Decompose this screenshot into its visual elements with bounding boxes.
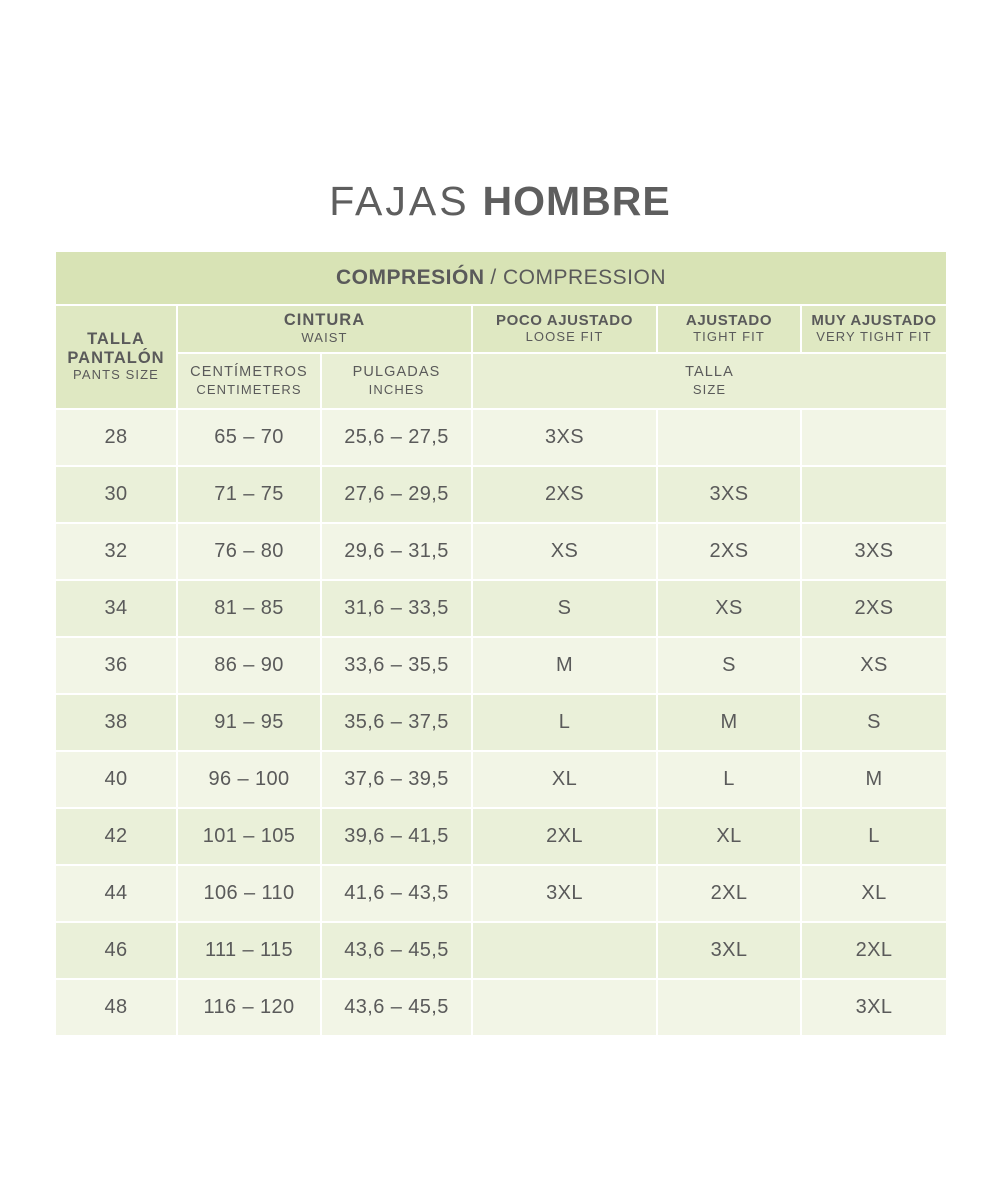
cell-pants-size: 32 <box>55 523 177 580</box>
compression-band-row <box>55 251 947 305</box>
cell-very-tight-fit <box>801 409 947 466</box>
cell-tight-fit: 2XS <box>657 523 801 580</box>
table-row <box>55 865 947 922</box>
header-tight-fit-main: AJUSTADO <box>685 311 773 329</box>
cell-tight-fit: S <box>657 637 801 694</box>
header-loose-fit-main: POCO AJUSTADO <box>496 311 633 329</box>
cell-loose-fit: 3XS <box>472 409 657 466</box>
cell-loose-fit: 2XS <box>472 466 657 523</box>
cell-centimeters: 101 – 105 <box>177 808 321 865</box>
header-tight-fit-sub: TIGHT FIT <box>693 329 765 345</box>
cell-centimeters: 116 – 120 <box>177 979 321 1036</box>
cell-very-tight-fit <box>801 466 947 523</box>
table-row <box>55 580 947 637</box>
cell-pants-size: 28 <box>55 409 177 466</box>
cell-tight-fit: 3XL <box>657 922 801 979</box>
cell-pants-size: 30 <box>55 466 177 523</box>
cell-loose-fit: S <box>472 580 657 637</box>
cell-tight-fit: XS <box>657 580 801 637</box>
cell-loose-fit: XL <box>472 751 657 808</box>
cell-pants-size: 40 <box>55 751 177 808</box>
cell-loose-fit: 3XL <box>472 865 657 922</box>
table-row <box>55 466 947 523</box>
table-row <box>55 751 947 808</box>
cell-inches: 43,6 – 45,5 <box>321 979 472 1036</box>
cell-inches: 35,6 – 37,5 <box>321 694 472 751</box>
header-size-main: TALLA <box>685 364 734 381</box>
header-waist-sub: WAIST <box>301 329 348 345</box>
cell-inches: 33,6 – 35,5 <box>321 637 472 694</box>
size-chart-table <box>54 250 948 1037</box>
cell-inches: 25,6 – 27,5 <box>321 409 472 466</box>
cell-very-tight-fit: S <box>801 694 947 751</box>
cell-centimeters: 71 – 75 <box>177 466 321 523</box>
header-tight-fit <box>657 305 801 353</box>
header-loose-fit-sub: LOOSE FIT <box>525 329 604 345</box>
cell-centimeters: 96 – 100 <box>177 751 321 808</box>
header-size <box>472 353 947 409</box>
cell-tight-fit: M <box>657 694 801 751</box>
header-very-tight-fit <box>801 305 947 353</box>
cell-pants-size: 34 <box>55 580 177 637</box>
cell-very-tight-fit: XS <box>801 637 947 694</box>
cell-tight-fit: 3XS <box>657 466 801 523</box>
cell-inches: 29,6 – 31,5 <box>321 523 472 580</box>
cell-tight-fit: L <box>657 751 801 808</box>
header-row-main <box>55 305 947 353</box>
header-inches-main: PULGADAS <box>352 364 441 381</box>
header-pants-size <box>55 305 177 409</box>
page-title-light: FAJAS <box>329 178 470 224</box>
cell-very-tight-fit: M <box>801 751 947 808</box>
cell-centimeters: 86 – 90 <box>177 637 321 694</box>
compression-label-en: / COMPRESSION <box>490 266 667 289</box>
compression-band <box>55 251 947 305</box>
cell-very-tight-fit: 2XS <box>801 580 947 637</box>
header-inches-sub: INCHES <box>368 381 425 397</box>
cell-loose-fit <box>472 922 657 979</box>
header-row-sub <box>55 353 947 409</box>
table-row <box>55 409 947 466</box>
cell-tight-fit <box>657 979 801 1036</box>
header-pants-size-line2: PANTALÓN <box>67 348 165 367</box>
table-row <box>55 808 947 865</box>
page-title <box>0 178 1000 225</box>
cell-centimeters: 106 – 110 <box>177 865 321 922</box>
cell-tight-fit: 2XL <box>657 865 801 922</box>
cell-pants-size: 46 <box>55 922 177 979</box>
cell-inches: 43,6 – 45,5 <box>321 922 472 979</box>
cell-tight-fit <box>657 409 801 466</box>
cell-very-tight-fit: XL <box>801 865 947 922</box>
cell-inches: 31,6 – 33,5 <box>321 580 472 637</box>
header-very-tight-fit-sub: VERY TIGHT FIT <box>816 329 932 345</box>
header-loose-fit <box>472 305 657 353</box>
cell-centimeters: 81 – 85 <box>177 580 321 637</box>
cell-inches: 39,6 – 41,5 <box>321 808 472 865</box>
table-row <box>55 637 947 694</box>
cell-loose-fit: L <box>472 694 657 751</box>
header-centimeters <box>177 353 321 409</box>
cell-loose-fit: 2XL <box>472 808 657 865</box>
header-waist-main: CINTURA <box>283 311 366 330</box>
cell-inches: 41,6 – 43,5 <box>321 865 472 922</box>
cell-inches: 37,6 – 39,5 <box>321 751 472 808</box>
cell-tight-fit: XL <box>657 808 801 865</box>
header-waist <box>177 305 472 353</box>
table-row <box>55 694 947 751</box>
cell-pants-size: 44 <box>55 865 177 922</box>
cell-pants-size: 36 <box>55 637 177 694</box>
page-title-bold: HOMBRE <box>482 178 671 224</box>
table-row <box>55 922 947 979</box>
header-centimeters-main: CENTÍMETROS <box>190 364 308 381</box>
table-row <box>55 523 947 580</box>
cell-centimeters: 76 – 80 <box>177 523 321 580</box>
cell-loose-fit: M <box>472 637 657 694</box>
cell-very-tight-fit: 3XS <box>801 523 947 580</box>
cell-loose-fit: XS <box>472 523 657 580</box>
cell-centimeters: 65 – 70 <box>177 409 321 466</box>
table-row <box>55 979 947 1036</box>
header-centimeters-sub: CENTIMETERS <box>196 381 302 397</box>
cell-centimeters: 111 – 115 <box>177 922 321 979</box>
cell-centimeters: 91 – 95 <box>177 694 321 751</box>
cell-very-tight-fit: L <box>801 808 947 865</box>
header-pants-size-sub: PANTS SIZE <box>73 367 159 383</box>
cell-inches: 27,6 – 29,5 <box>321 466 472 523</box>
cell-very-tight-fit: 3XL <box>801 979 947 1036</box>
cell-pants-size: 38 <box>55 694 177 751</box>
cell-loose-fit <box>472 979 657 1036</box>
compression-label-es: COMPRESIÓN <box>335 266 485 289</box>
header-pants-size-line1: TALLA <box>87 330 145 349</box>
cell-pants-size: 48 <box>55 979 177 1036</box>
cell-pants-size: 42 <box>55 808 177 865</box>
header-inches <box>321 353 472 409</box>
cell-very-tight-fit: 2XL <box>801 922 947 979</box>
header-size-sub: SIZE <box>692 381 727 397</box>
header-very-tight-fit-main: MUY AJUSTADO <box>811 311 937 329</box>
